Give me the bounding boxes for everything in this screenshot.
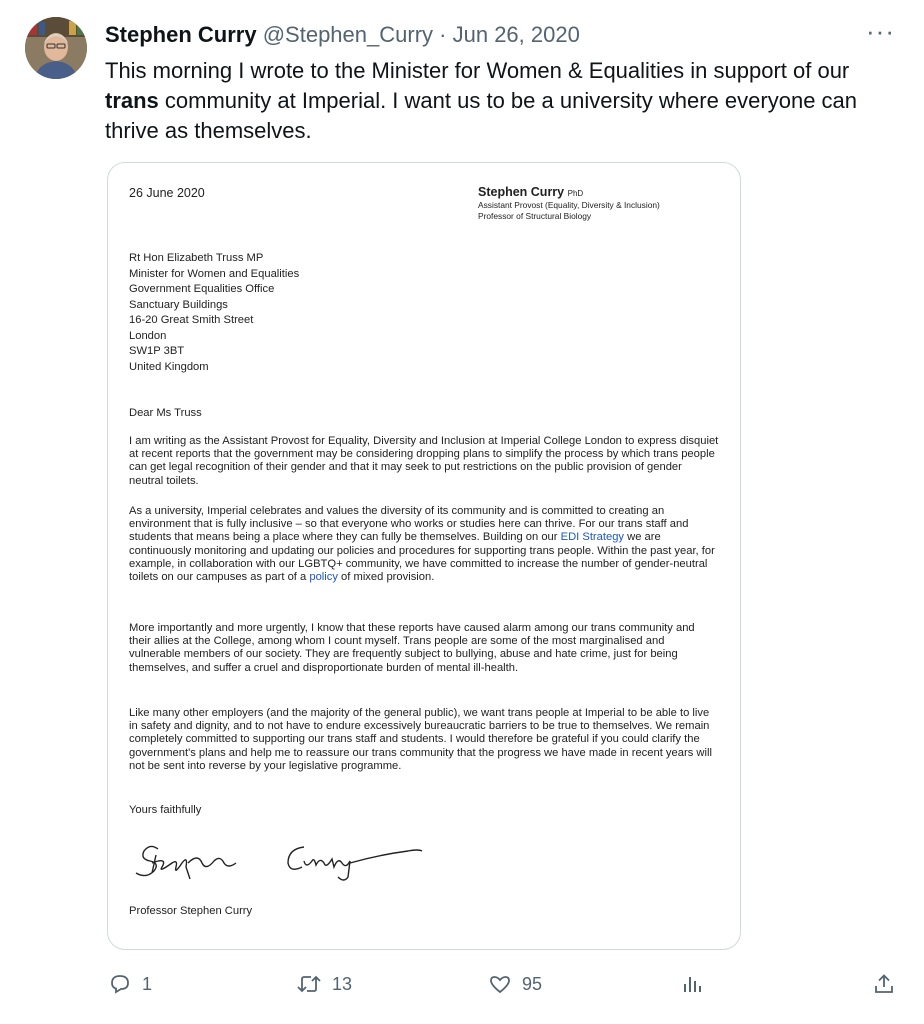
address-line: Minister for Women and Equalities (129, 267, 300, 280)
letter-date: 26 June 2020 (129, 186, 205, 200)
para2-text: we are continuously monitoring and updating our policies and procedures for supporting trans people. Within the past year, for example, in collaboration with our LGBTQ+ community, we have committed to increase the number of gender-neutral toilets on our campuses as part of a (129, 531, 715, 584)
sender-role: Professor of Structural Biology (478, 210, 592, 221)
letter-paragraph-3: More importantly and more urgently, I know that these reports have caused alarm among our trans community and their allies at the College, among whom I count myself. Trans people are some of the most marginalised and vulnerable members of our society. They are frequently subject to bullying, abuse and hate crime, just for being themselves, and suffer a cruel and disproportionate burden of mental ill-health. (129, 622, 695, 674)
printed-name: Professor Stephen Curry (129, 905, 253, 917)
sender-name-text: Stephen Curry (478, 185, 565, 199)
address-line: London (129, 329, 167, 342)
address-line: 16-20 Great Smith Street (129, 314, 254, 326)
tweet-header (105, 22, 580, 48)
like-count: 95 (522, 973, 543, 994)
more-options-icon[interactable]: ··· (866, 16, 895, 46)
para2-text: As a university, Imperial celebrates and values the diversity of its community and is committed to creating an environment that is fully inclusive – so that everyone who works or studies here can thrive. For our trans staff and students that means being a place where they can fully be themselves. Building on our (129, 505, 689, 544)
address-line: Government Equalities Office (129, 283, 275, 295)
sender-suffix: PhD (567, 189, 584, 198)
heart-icon (488, 972, 512, 996)
action-bar (0, 966, 924, 1006)
retweet-icon (296, 972, 322, 996)
para2-text: of mixed provision. (337, 571, 435, 584)
tweet-date[interactable]: Jun 26, 2020 (452, 22, 580, 47)
signature-image (128, 833, 428, 883)
tweet-text (105, 56, 905, 146)
media-card[interactable] (107, 162, 741, 950)
reply-count: 1 (142, 973, 153, 994)
retweet-count: 13 (332, 973, 353, 994)
analytics-button[interactable] (680, 972, 704, 996)
salutation: Dear Ms Truss (129, 407, 202, 419)
letter-image (108, 163, 740, 949)
retweet-button[interactable] (296, 972, 352, 996)
tweet-text-part: This morning I wrote to the Minister for Women & Equalities in support of our (105, 58, 850, 83)
tweet-text-part: community at Imperial. I want us to be a university where everyone can thrive as themselves. (105, 88, 858, 143)
user-handle[interactable]: @Stephen_Curry (262, 22, 434, 47)
sender-name (478, 186, 738, 200)
sender-title: Assistant Provost (Equality, Diversity & Inclusion) (478, 200, 660, 211)
avatar-photo (25, 17, 87, 79)
letter-paragraph-2 (129, 505, 719, 584)
display-name[interactable]: Stephen Curry (105, 22, 257, 47)
avatar[interactable] (25, 17, 87, 79)
policy-link: policy (309, 571, 338, 584)
address-line: SW1P 3BT (129, 345, 185, 357)
edi-strategy-link: EDI Strategy (560, 531, 625, 544)
reply-icon (108, 972, 132, 996)
reply-button[interactable] (108, 972, 152, 996)
separator: · (439, 22, 447, 47)
address-line: Rt Hon Elizabeth Truss MP (129, 252, 264, 264)
letter-sender (478, 186, 738, 221)
share-icon (872, 972, 896, 996)
letter-paragraph-4: Like many other employers (and the majority of the general public), we want trans people at Imperial to be able to live in safety and dignity, and to not have to endure excessively bureaucratic barriers to be true to themselves. We remain completely committed to supporting our trans staff and students. I would therefore be grateful if you could clarify the government's plans and help me to reassure our trans community that the progress we have made in recent years will not be sent into reverse by your legislative programme. (129, 707, 712, 772)
analytics-icon (680, 972, 704, 996)
signoff: Yours faithfully (129, 804, 202, 816)
like-button[interactable] (488, 972, 542, 996)
recipient-address (129, 251, 529, 375)
share-button[interactable] (872, 972, 896, 996)
letter-paragraph-1: I am writing as the Assistant Provost for Equality, Diversity and Inclusion at Imperial College London to express disquiet at recent reports that the government may be considering dropping plans to simplify the process by which trans people can get legal recognition of their gender and that it may seek to put restrictions on the public provision of gender neutral toilets. (129, 435, 719, 487)
address-line: United Kingdom (129, 360, 209, 373)
address-line: Sanctuary Buildings (129, 298, 228, 311)
tweet-text-bold: trans (105, 88, 159, 113)
